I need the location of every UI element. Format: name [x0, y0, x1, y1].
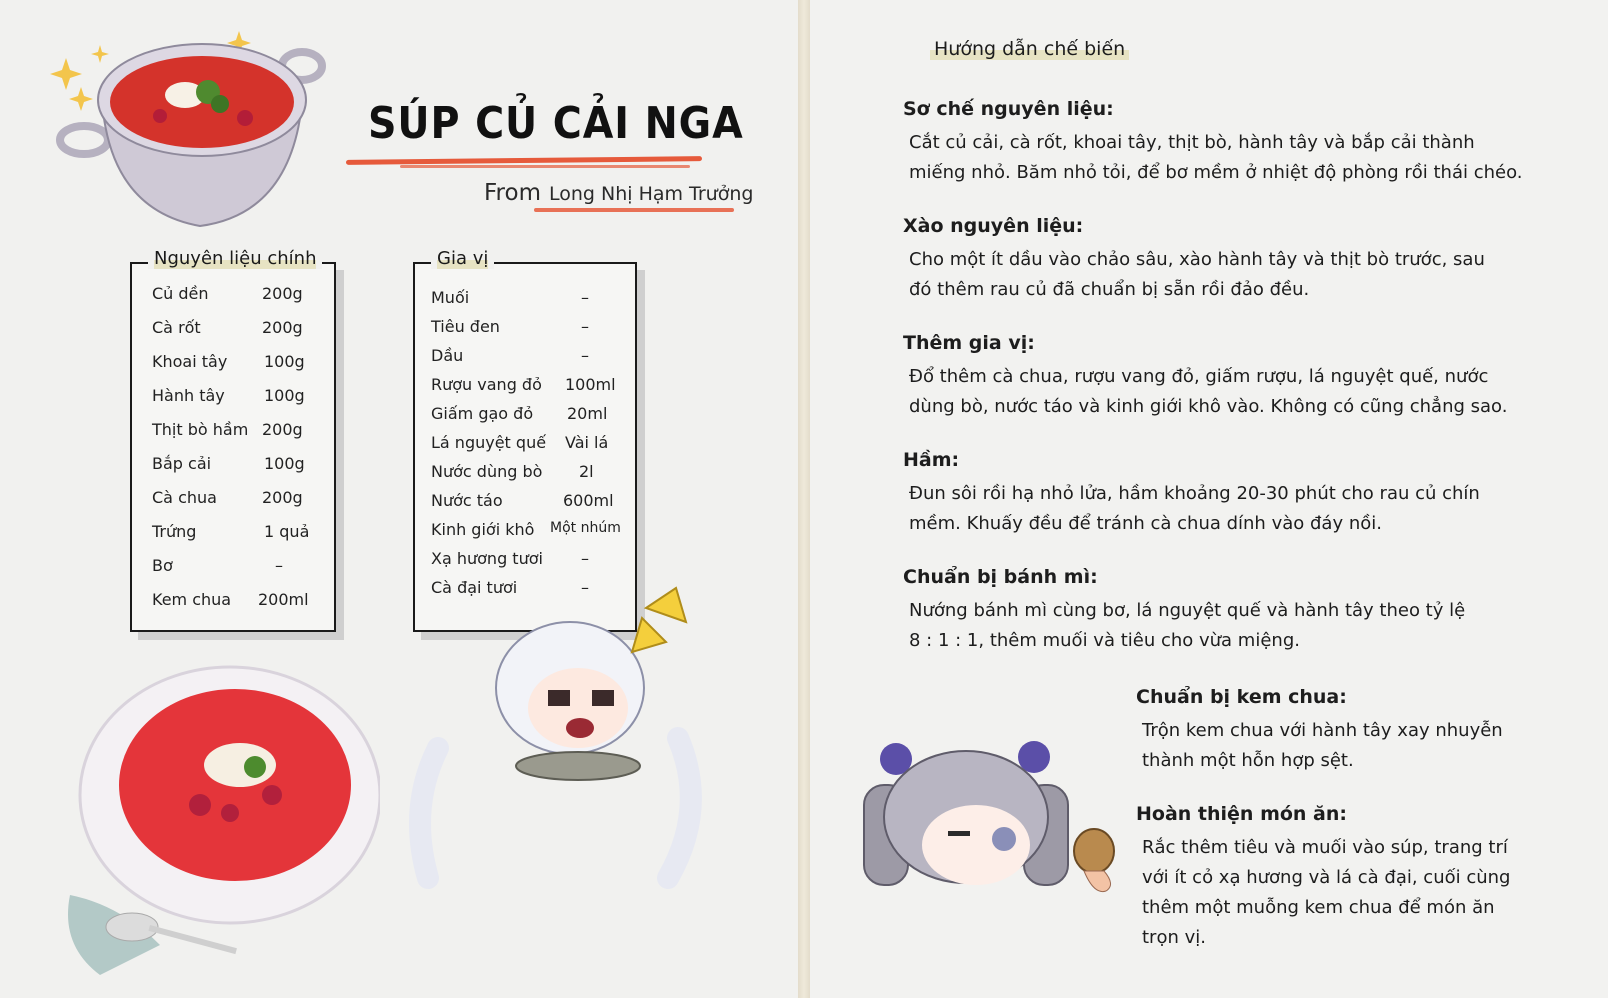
- seasonings-title: Gia vị: [431, 248, 494, 269]
- instructions-heading: Hướng dẫn chế biến: [930, 38, 1129, 60]
- seasonings-box: [413, 248, 637, 632]
- seasoning-row: Giấm gạo đỏ 20ml: [431, 404, 608, 423]
- instruction-step: [903, 98, 1543, 188]
- seasoning-row: Kinh giới khô Một nhúm: [431, 520, 621, 539]
- seasoning-row: Cà đại tươi –: [431, 578, 589, 597]
- step-title: Chuẩn bị kem chua:: [1136, 686, 1347, 708]
- instruction-step: [1136, 803, 1556, 953]
- ingredient-row: Bắp cải 100g: [152, 454, 305, 473]
- instruction-step: [903, 566, 1543, 656]
- ingredient-row: Củ dền 200g: [152, 284, 303, 303]
- author-line: [484, 180, 753, 206]
- step-title: Xào nguyên liệu:: [903, 215, 1084, 237]
- ingredient-row: Trứng 1 quả: [152, 522, 310, 541]
- step-text: Đổ thêm cà chua, rượu vang đỏ, giấm rượu, lá nguyệt quế, nước dùng bò, nước táo và kinh giới khô vào. Không có cũng chẳng sao.: [909, 366, 1508, 417]
- author-underline: [534, 208, 734, 212]
- step-text: Rắc thêm tiêu và muối vào súp, trang trí với ít cỏ xạ hương và lá cà đại, cuối cùng thêm một muỗng kem chua để món ăn trọn vị.: [1142, 837, 1511, 948]
- step-title: Thêm gia vị:: [903, 332, 1035, 354]
- step-title: Chuẩn bị bánh mì:: [903, 566, 1098, 588]
- step-title: Hầm:: [903, 449, 960, 471]
- ingredient-row: Hành tây 100g: [152, 386, 305, 405]
- seasoning-row: Tiêu đen –: [431, 317, 589, 336]
- seasoning-row: Nước táo 600ml: [431, 491, 614, 510]
- instruction-step: [1136, 686, 1556, 776]
- seasoning-row: Muối –: [431, 288, 589, 307]
- recipe-title: SÚP CỦ CẢI NGA: [368, 98, 744, 149]
- instruction-step: [903, 332, 1543, 422]
- soup-plate-illustration: [40, 655, 380, 985]
- main-ingredients-title: Nguyên liệu chính: [148, 248, 322, 269]
- author-name: Long Nhị Hạm Trưởng: [548, 183, 754, 205]
- seasoning-row: Xạ hương tươi –: [431, 549, 589, 568]
- from-label: From: [484, 180, 541, 206]
- ingredient-row: Khoai tây 100g: [152, 352, 305, 371]
- instruction-step: [903, 449, 1543, 539]
- soup-pot-illustration: [40, 0, 340, 240]
- ingredient-row: Bơ –: [152, 556, 283, 575]
- step-title: Hoàn thiện món ăn:: [1136, 803, 1348, 825]
- seasoning-row: Rượu vang đỏ 100ml: [431, 375, 616, 394]
- step-text: Nướng bánh mì cùng bơ, lá nguyệt quế và hành tây theo tỷ lệ 8 : 1 : 1, thêm muối và tiêu cho vừa miệng.: [909, 600, 1466, 651]
- ingredient-row: Cà rốt 200g: [152, 318, 303, 337]
- step-text: Cho một ít dầu vào chảo sâu, xào hành tây và thịt bò trước, sau đó thêm rau củ đã chuẩn bị sẵn rồi đảo đều.: [909, 249, 1485, 300]
- chibi-girl-illustration: [398, 578, 718, 898]
- step-text: Đun sôi rồi hạ nhỏ lửa, hầm khoảng 20-30 phút cho rau củ chín mềm. Khuấy đều để tránh cà chua dính vào đáy nồi.: [909, 483, 1480, 534]
- book-spine: [798, 0, 810, 998]
- ingredient-row: Cà chua 200g: [152, 488, 303, 507]
- seasoning-row: Dầu –: [431, 346, 589, 365]
- ingredient-row: Kem chua 200ml: [152, 590, 309, 609]
- instruction-step: [903, 215, 1543, 305]
- ingredient-row: Thịt bò hầm 200g: [152, 420, 303, 439]
- main-ingredients-box: [130, 248, 336, 632]
- step-text: Cắt củ cải, cà rốt, khoai tây, thịt bò, hành tây và bắp cải thành miếng nhỏ. Băm nhỏ tỏi, để bơ mềm ở nhiệt độ phòng rồi thái chéo.: [909, 132, 1523, 183]
- seasoning-row: Nước dùng bò 2l: [431, 462, 594, 481]
- step-text: Trộn kem chua với hành tây xay nhuyễn thành một hỗn hợp sệt.: [1142, 720, 1503, 771]
- step-title: Sơ chế nguyên liệu:: [903, 98, 1114, 120]
- seasoning-row: Lá nguyệt quế Vài lá: [431, 433, 609, 452]
- title-underline-accent: [400, 165, 690, 168]
- chibi-gray-hair-illustration: [856, 735, 1131, 905]
